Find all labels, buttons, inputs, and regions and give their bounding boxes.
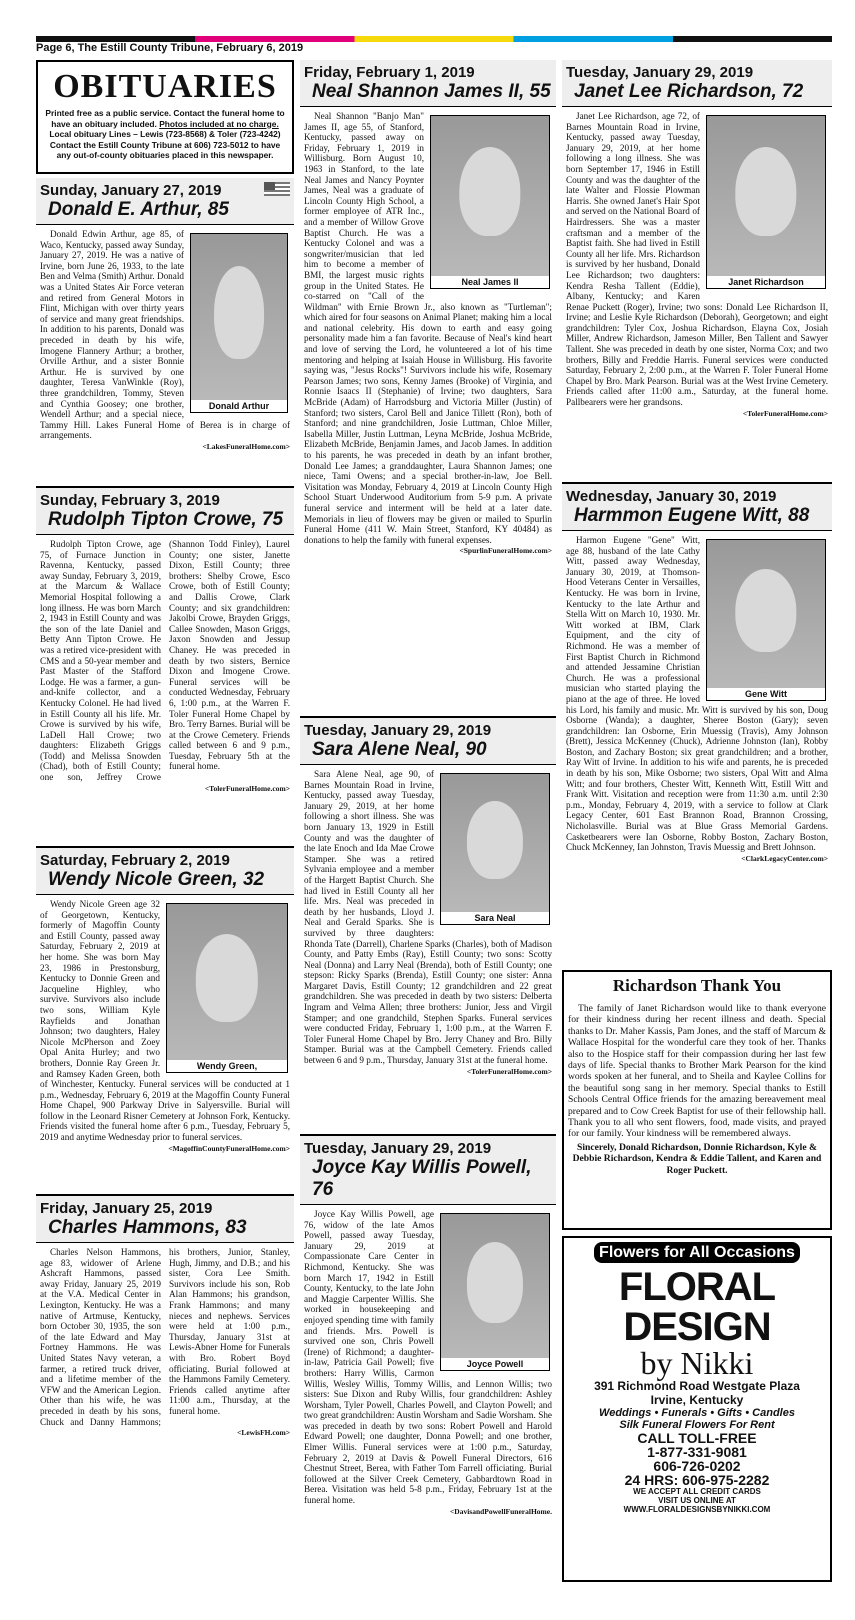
obit-hammons (36, 1194, 294, 1586)
obit-date: Friday, January 25, 2019 (36, 1196, 294, 1217)
obit-date: Sunday, January 27, 2019 (36, 178, 294, 199)
ad-visit: VISIT US ONLINE AT (658, 1496, 736, 1505)
obit-arthur (36, 178, 294, 484)
photo-caption: Joyce Powell (441, 1358, 549, 1370)
obit-source: <LewisFH.com> (237, 1428, 290, 1438)
ad-local: 606-726-0202 (653, 1458, 741, 1474)
obit-date: Sunday, February 3, 2019 (36, 488, 294, 509)
masthead-title: OBITUARIES (53, 68, 277, 105)
obit-text: Wendy Nicole Green age 32 of Georgetown, Kentucky, formerly of Magoffin County and Estill County, passed away Saturday, February 2, 2019 at her home. She was born May 23, 1986 in Prestonsburg, Kentucky to Donnie Green and Jacqueline Highley, who survive. Survivors also include two sons, William Kyle Rayfields and Jonathan Johnson; two daughters, Haley Nicole McPherson and Zoey Opal Anita Hurley; and two brothers, Donnie Ray Green Jr. and Ramsey Kaden Green, both of Winchester, Kentucky. Funeral services will be conducted at 1 p.m., Wednesday, February 6, 2019 at the Magoffin County Funeral Home Chapel, 900 Parkway Drive in Salyersville. Burial will follow in the Leonard Risner Cemetery at Johnson Fork, Kentucky. Friends visited the funeral home after 6 p.m., Tuesday, February 5, 2019 and anytime Wednesday prior to funeral services. (40, 899, 290, 1143)
obit-crowe (36, 486, 294, 846)
ad-cards: WE ACCEPT ALL CREDIT CARDS (633, 1487, 761, 1496)
ad-name-by: by Nikki (640, 1345, 754, 1381)
obit-name: Harmmon Eugene Witt, 88 (562, 505, 832, 531)
obit-date: Tuesday, January 29, 2019 (562, 60, 832, 81)
thank-you-title: Richardson Thank You (612, 976, 782, 995)
thank-you-signature: Sincerely, Donald Richardson, Donnie Richardson, Kyle & Debbie Richardson, Kendra & Eddie Tallent, and Karen and Roger Puckett. (572, 1141, 822, 1176)
obit-name: Rudolph Tipton Crowe, 75 (36, 509, 294, 535)
ad-web: WWW.FLORALDESIGNSBYNIKKI.COM (623, 1505, 771, 1514)
obit-name: Joyce Kay Willis Powell, 76 (300, 1157, 556, 1205)
obit-date: Friday, February 1, 2019 (300, 60, 556, 81)
obit-source: <ClarkLegacyCenter.com> (741, 853, 828, 863)
us-flag-icon (264, 182, 290, 196)
obit-name: Sara Alene Neal, 90 (300, 739, 556, 765)
obit-green (36, 846, 294, 1194)
photo-caption: Wendy Green, (167, 1060, 287, 1072)
photo-caption: Gene Witt (707, 688, 825, 700)
thank-you-notice (562, 970, 832, 1230)
obit-source: <LakesFuneralHome.com> (202, 441, 290, 451)
photo-sara-neal (440, 773, 550, 925)
masthead (36, 60, 294, 174)
obit-name: Wendy Nicole Green, 32 (36, 869, 294, 895)
ad-address: 391 Richmond Road Westgate Plaza (594, 1379, 800, 1393)
obit-date: Saturday, February 2, 2019 (36, 848, 294, 869)
photo-caption: Donald Arthur (191, 400, 287, 412)
obit-powell (300, 1134, 556, 1588)
obit-james (300, 60, 556, 714)
floral-design-ad (562, 1236, 832, 1582)
photo-donald-arthur (190, 233, 288, 413)
obit-text: Joyce Kay Willis Powell, age 76, widow of the late Amos Powell, passed away Tuesday, January 29, 2019 at Compassionate Care Center in Richmond, Kentucky. She was born March 17, 1942 in Estill County, Kentucky, to the late John and Maggie Carpenter Willis. She worked in housekeeping and enjoyed spending time with family and friends. Mrs. Powell is survived one son, Chris Powell (Irene) of Richmond; a daughter-in-law, Patricia Gail Powell; five brothers: Harry Willis, Carmon Willis, Wesley Willis, Tommy Willis, and Lennon Willis; two sisters: Sue Dixon and Ruby Willis, four grandchildren: Ashley Worsham, Tyler Powell, Charles Powell, and Clayton Powell; and two great grandchildren: Austin Worsham and Sadie Worsham. She was preceded in death by two sons: Robert Powell and Harold Edward Powell; one daughter, Donna Powell; and one brother, Elmer Willis. Funeral services were at 1:00 p.m., Saturday, February 2, 2019 at Davis & Powell Funeral Directors, 616 Chestnut Street, Berea, with Father Tom Farrell officiating. Burial followed at the Silver Creek Cemetery, Gabbardtown Road in Berea. Visitation was held 5-8 p.m., Friday, February 1st at the funeral home. (304, 1209, 552, 1506)
obit-date: Tuesday, January 29, 2019 (300, 718, 556, 739)
photo-wendy-green (166, 903, 288, 1073)
obit-source: <TolerFuneralHome.com> (204, 783, 290, 793)
page-header: Page 6, The Estill County Tribune, February 6, 2019 (36, 42, 304, 54)
obit-text: Rudolph Tipton Crowe, age 75, of Furnace Junction in Ravenna, Kentucky, passed away Sunday, February 3, 2019, at the Marcum & Wallace Memorial Hospital following a long illness. He was born March 2, 1943 in Estill County and was the son of the late Daniel and Betty Ann Tipton Crowe. He was a retired vice-president with CMS and a 50-year member and Past Master of the Stafford Lodge. He was a farmer, a gun-and-knife collector, and a Kentucky Colonel. He had lived in Estill County all his life. Mr. Crowe is survived by his wife, LaDell Hall Crowe; two daughters: Elizabeth Griggs (Todd) and Melissa Snowden (Chad), both of Estill County; one son, Jeffrey Crowe (Shannon Todd Finley), Laurel County; one sister, Janette Dixon, Estill County; three brothers: Shelby Crowe, Esco Crowe, both of Estill County; and Dallis Crowe, Clark County; and six grandchildren: Jakolbi Crowe, Brayden Griggs, Callee Snowden, Mason Griggs, Jaxon Snowden and Jessup Chaney. He was preceded in death by two sisters, Bernice Dixon and Imogene Crowe. Funeral services will be conducted Wednesday, February 6, 1:00 p.m., at the Warren F. Toler Funeral Home Chapel by Bro. Terry Barnes. Burial will be at the Crowe Cemetery. Friends called between 6 and 9 p.m., Tuesday, February 5th at the funeral home. (40, 539, 290, 783)
obit-witt (562, 482, 832, 968)
photo-gene-witt (706, 539, 826, 701)
obit-name: Neal Shannon James II, 55 (300, 81, 556, 107)
ad-tollfree: 1-877-331-9081 (647, 1444, 747, 1460)
photo-caption: Sara Neal (441, 912, 549, 924)
masthead-intro: Printed free as a public service. Contact the funeral home to have an obituary included. Photos included at no charge. Local obituary Lines – Lewis (723-8568) & Toler (723-4242) Contact the Estill County Tribune at 606) 723-5012 to have any out-of-county obituaries placed in this newspaper. (45, 108, 285, 160)
obit-text: Harmon Eugene "Gene" Witt, age 88, husband of the late Cathy Witt, passed away Wednesday, January 30, 2019, at Thomson-Hood Veterans Center in Versailles, Kentucky. He was born in Irvine, Kentucky to the late Arthur and Stella Witt on March 10, 1930. Mr. Witt worked at IBM, Clark Equipment, and the city of Richmond. He was a member of First Baptist Church in Richmond and attended Jessamine Christian Church. He was a professional musician who started playing the piano at the age of three. He loved his Lord, his family and music. Mr. Witt is survived by his son, Doug Osborne (Wanda); a daughter, Sheree Boston (Gary); seven grandchildren: Ian Osborne, Erin Muessig (Travis), Amy Johnson (Brett), Jessica McKenney (Chuck), Adrienne Johnston (Ian), Robby Boston, and Zachary Boston; six great grandchildren; and a brother, Ray Witt of Irvine. In addition to his wife and parents, he is preceded in death by his son, Mike Osborne; two sisters, Opal Witt and Alma Witt; and four brothers, Chester Witt, Kenneth Witt, Estill Witt and Frank Witt. Visitation and reception were from 11:30 a.m. until 2:30 p.m., Monday, February 4, 2019, with a service to follow at Clark Legacy Center, 601 East Brannon Road, Brannon Crossing, Nicholasville. Burial was at Blue Grass Memorial Gardens. Casketbearers were Ian Osborne, Robby Boston, Zachary Boston, Chuck McKenney, Ian Johnston, Travis Muessig and Brett Johnson. (566, 535, 828, 853)
obit-text: Charles Nelson Hammons, age 83, widower of Arlene Ashcraft Hammons, passed away Friday, January 25, 2019 at the V.A. Medical Center in Lexington, Kentucky. He was a native of Artmuse, Kentucky, born October 30, 1935, the son of the late Edward and May Fortney Hammons. He was United States Navy veteran, a farmer, a retired truck driver, and a lifetime member of the VFW and the American Legion. Other than his wife, he was preceded in death by his sons, Chuck and Danny Hammons; his brothers, Junior, Stanley, Hugh, Jimmy, and D.B.; and his sister, Cora Lee Smith. Survivors include his son, Rob Alan Hammons; his grandson, Frank Hammons; and many nieces and nephews. Services were held at 1:00 p.m., Thursday, January 31st at Lewis-Abner Home for Funerals with Bro. Robert Boyd officiating. Burial followed at the Hammons Family Cemetery. Friends called anytime after 11:00 a.m., Thursday, at the funeral home. (40, 1247, 290, 1427)
obit-source: <TolerFuneralHome.com> (742, 408, 828, 418)
obit-neal (300, 716, 556, 1134)
photo-caption: Janet Richardson (707, 276, 825, 288)
photo-neal-james (430, 115, 550, 289)
ad-banner: Flowers for All Occasions (594, 1242, 800, 1263)
obit-source: <TolerFuneralHome.com> (466, 1066, 552, 1076)
ad-services: Weddings • Funerals • Gifts • Candles (599, 1407, 795, 1419)
photo-caption: Neal James II (431, 276, 549, 288)
ad-name: FLORAL DESIGN (618, 1265, 776, 1349)
obit-source: <MagoffinCountyFuneralHome.com> (168, 1143, 290, 1153)
obit-date: Wednesday, January 30, 2019 (562, 484, 832, 505)
obit-date: Tuesday, January 29, 2019 (300, 1136, 556, 1157)
ad-hrs: 24 HRS: 606-975-2282 (624, 1472, 770, 1488)
obit-text: Sara Alene Neal, age 90, of Barnes Mountain Road in Irvine, Kentucky, passed away Tuesday, January 29, 2019, at her home following a short illness. She was born January 13, 1929 in Estill County and was the daughter of the late Enoch and Ida Mae Crowe Stamper. She was a retired Sylvania employee and a member of the Hargett Baptist Church. She had lived in Estill County all her life. Mrs. Neal was preceded in death by her husbands, Lloyd J. Neal and Gerald Sparks. She is survived by three daughters: Rhonda Tate (Darrell), Charlene Sparks (Charles), both of Madison County, and Patty Embs (Ray), Estill County; two sons: Scotty Neal (Donna) and Larry Neal (Brenda), both of Estill County; one stepson: Ricky Sparks (Brenda), Estill County; one sister: Anna Margaret Davis, Estill County; 12 grandchildren and 22 great grandchildren. She was preceded in death by two sisters: Delberta Ingram and Velma Allen; three brothers: Junior, Jess and Virgil Stamper; and one grandchild, Stephen Sparks. Funeral services were conducted Friday, February 1, 1:00 p.m., at the Warren F. Toler Funeral Home Chapel by Bro. Jerry Chaney and Bro. Billy Stamper. Burial was at the Campbell Cemetery. Friends called between 6 and 9 p.m., Thursday, January 31st at the funeral home. (304, 769, 552, 1066)
obit-name: Janet Lee Richardson, 72 (562, 81, 832, 107)
obit-richardson (562, 60, 832, 480)
obit-name: Donald E. Arthur, 85 (36, 199, 294, 225)
obit-text: Janet Lee Richardson, age 72, of Barnes Mountain Road in Irvine, Kentucky, passed away Tuesday, January 29, 2019, at her home following a long illness. She was born September 17, 1946 in Estill County and was the daughter of the late Walter and Flossie Plowman Harris. She owned Janet's Hair Spot and served on the National Board of Hairdressers. She was a master craftsman and a member of the Baptist faith. She had lived in Estill County all her life. Mrs. Richardson is survived by her husband, Donald Lee Richardson; two daughters: Kendra Resha Tallent (Eddie), Albany, Kentucky; and Karen Renae Puckett (Roger), Irvine; two sons: Donald Lee Richardson II, Irvine; and Leslie Kyle Richardson (Deborah), Georgetown; and eight grandchildren: Tyler Cox, Joshua Richardson, Elayna Cox, Josiah Miller, Andrew Richardson, Jameson Miller, Ben Tallent and Sawyer Tallent. She was preceded in death by one sister, Norma Cox; and two brothers, Billy and Freddie Harris. Funeral services were conducted Saturday, February 2, 2:00 p.m., at the Warren F. Toler Funeral Home Chapel by Bro. Mark Pearson. Burial was at the West Irvine Cemetery. Friends called after 11:00 a.m., Saturday, at the funeral home. Pallbearers were her grandsons. (566, 111, 828, 408)
photo-joyce-powell (440, 1213, 550, 1371)
obit-name: Charles Hammons, 83 (36, 1217, 294, 1243)
obit-source: <DavisandPowellFuneralHome. (450, 1506, 552, 1516)
obit-text: Donald Edwin Arthur, age 85, of Waco, Kentucky, passed away Sunday, January 27, 2019. He was a native of Irvine, born June 26, 1933, to the late Ben and Velma (Smith) Arthur. Donald was a United States Air Force veteran and retired from General Motors in Flint, Michigan with over thirty years of service and many great friendships. In addition to his parents, Donald was preceded in death by his wife, Imogene Flannery Arthur; a brother, Orville Arthur, and a sister Bonnie Arthur. He is survived by one daughter, Teresa VanWinkle (Roy), three grandchildren, Tommy, Steven and Cynthia Goosey; one brother, Wendell Arthur; and a special niece, Tammy Hill. Lakes Funeral Home of Berea is in charge of arrangements. (40, 229, 290, 441)
ad-city: Irvine, Kentucky (650, 1393, 744, 1407)
photo-janet-richardson (706, 115, 826, 289)
obit-source: <SpurlinFuneralHome.com> (459, 546, 552, 556)
ad-silk: Silk Funeral Flowers For Rent (619, 1419, 775, 1431)
obit-text: Neal Shannon "Banjo Man" James II, age 55, of Stanford, Kentucky, passed away on Friday, February 1, 2019 in Willisburg. Born August 10, 1963 in Stanford, to the late Neal James and Nancy Poynter James, Neal was a graduate of Lincoln County High School, a former employee of ATR Inc., and a member of Willow Grove Baptist Church. He was a Kentucky Colonel and was a songwriter/musician that led him to become a member of BMI, the largest music rights group in the United States. He co-starred on "Call of the Wildman" with Ernie Brown Jr., also known as "Turtleman"; which aired for four seasons on Animal Planet; making him a local and national celebrity. His down to earth and easy going personality made him a fan favorite. Because of Neal's kind heart and love of serving the Lord, he volunteered a lot of his time mentoring and helping at Isaiah House in Willisburg. His favorite saying was, "Jesus Rocks"! Survivors include his wife, Rosemary Pearson James; two sons, Kenny James (Brooke) of Virginia, and Ronnie Isaacs II (Stephanie) of Irvine; two daughters, Sara McBride (Adam) of Harrodsburg and Victoria Miller (Justin) of Stanford; two sisters, Carol Bell and Janice Tillett (Ron), both of Stanford; and nine grandchildren, Josie Luttman, Chloe Miller, Isabella Miller, Justin Luttman, Leyna McBride, Joshua McBride, Elizabeth McBride, Benjamin James, and Jacob James. In addition to his parents, he was preceded in death by an infant brother, Donald Lee James; a granddaughter, Laura Shannon James; one niece, Tami Owens; and a special brother-in-law, Joe Bell. Visitation was Monday, February 4, 2019 at Lincoln County High School Stuart Underwood Auditorium from 5-9 p.m. A private funeral service and interment will be held at a later date. Memorials in lieu of flowers may be given or mailed to Spurlin Funeral Home (411 W. Main Street, Stanford, KY 40484) as donations to help the family with funeral expenses. (304, 111, 552, 545)
thank-you-text: The family of Janet Richardson would like to thank everyone for their kindness during her recent illness and death. Special thanks to Dr. Maher Kassis, Pam Jones, and the staff of Marcum & Wallace Hospital for the wonderful care they took of her. Thanks also to the Hospice staff for their compassion during her last few days of life. Special thanks to Brother Mark Pearson for the kind words spoken at her funeral, and to Sheila and Kaylee Collins for the beautiful song sang in her memory. Special thanks to Estill Schools Central Office friends for the amazing bereavement meal prepared and to Cow Creek Baptist for use of their fellowship hall. Thank you to all who sent flowers, food, made visits, and prayed for our family. Your kindness will be remembered always. (568, 1003, 826, 1140)
ad-call: CALL TOLL-FREE (637, 1430, 757, 1446)
